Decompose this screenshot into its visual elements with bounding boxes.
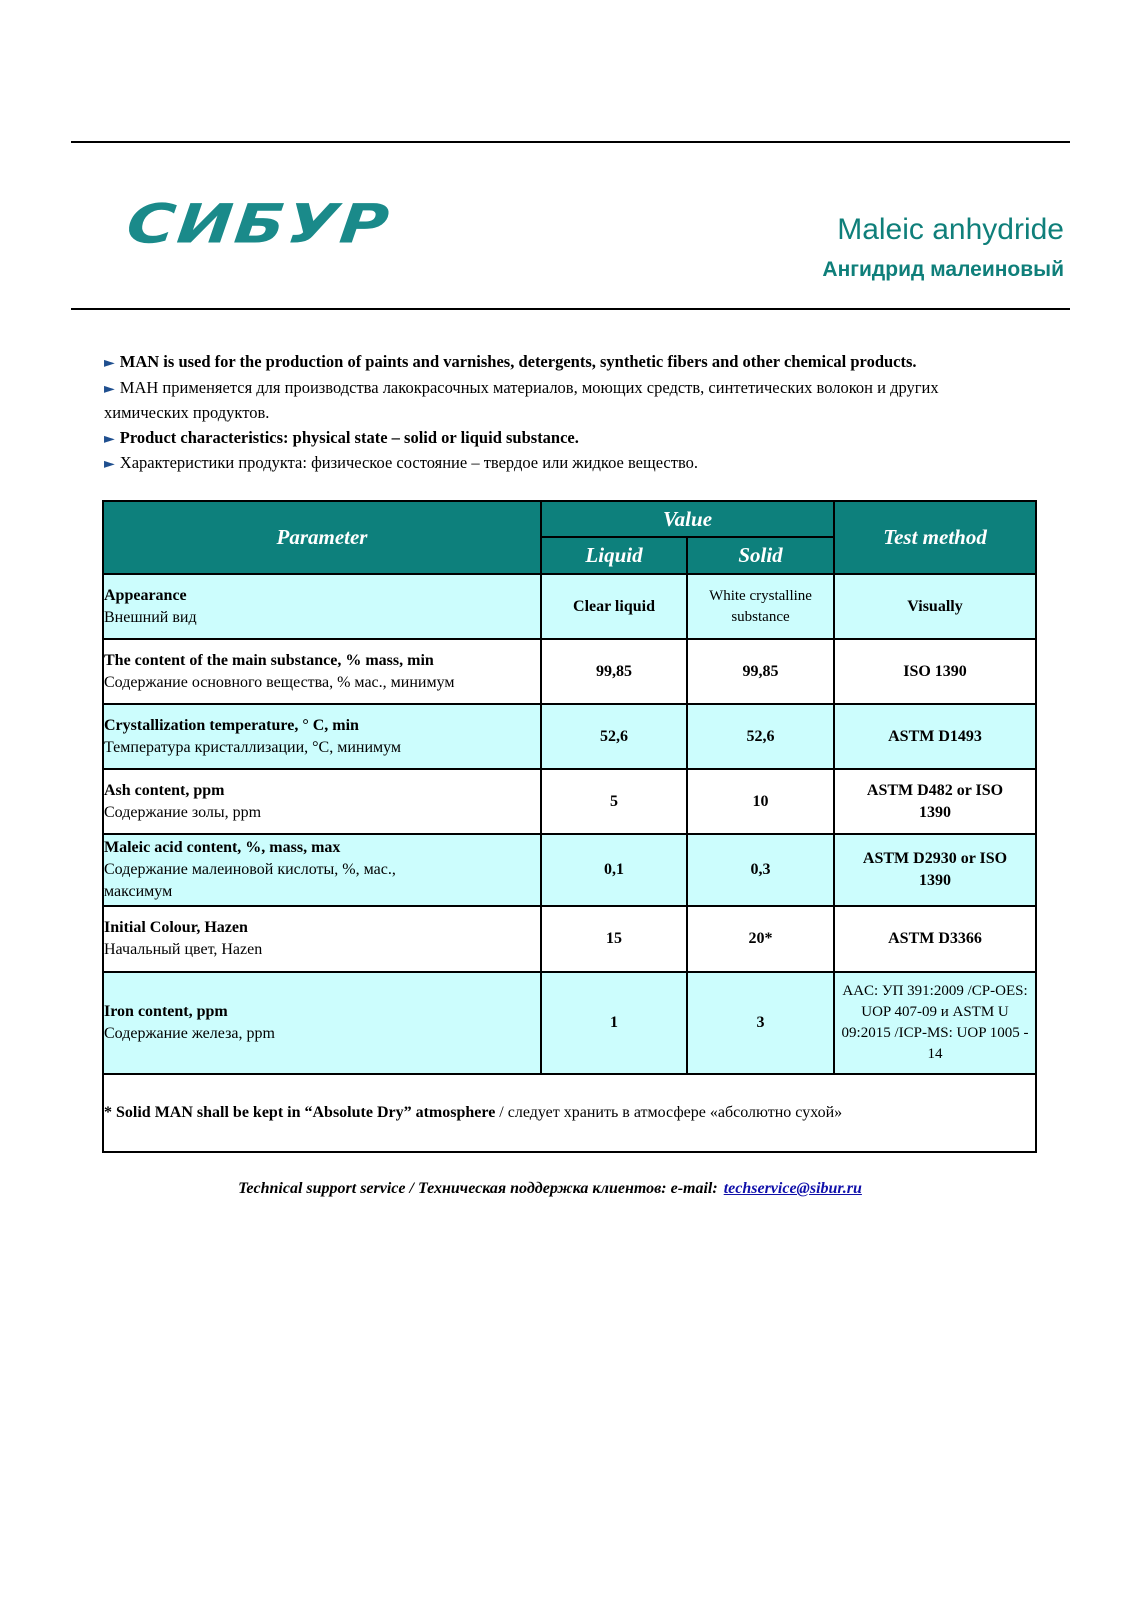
header-test-method: Test method (834, 501, 1036, 574)
liquid-value: 1 (541, 972, 687, 1074)
test-method-value: ASTM D2930 or ISO 1390 (834, 834, 1036, 906)
intro-line-ru-usage: ► МАН применяется для производства лакокрасочных материалов, моющих средств, синтетических волокон и других химических продуктов. (104, 377, 939, 422)
specification-table (102, 500, 1037, 1153)
intro-line-en-characteristics: ► Product characteristics: physical state – solid or liquid substance. (104, 427, 579, 447)
liquid-value: 52,6 (541, 704, 687, 769)
test-method-value: ASTM D482 or ISO 1390 (834, 769, 1036, 834)
footnote-bold: * Solid MAN shall be kept in “Absolute Dry” atmosphere (104, 1104, 496, 1121)
test-method-value: ASTM D1493 (834, 704, 1036, 769)
arrow-bullet-icon: ► (104, 355, 115, 371)
test-method-value: AAC: УП 391:2009 /CP-OES: UOP 407-09 и ASTM U 09:2015 /ICP-MS: UOP 1005 - 14 (834, 972, 1036, 1074)
parameter-cell: The content of the main substance, % mass, min Содержание основного вещества, % мас., минимум (103, 639, 541, 704)
liquid-value: Clear liquid (541, 574, 687, 639)
solid-value: 3 (687, 972, 834, 1074)
footnote-cell (103, 1074, 1036, 1152)
solid-value: 99,85 (687, 639, 834, 704)
test-method-value: ASTM D3366 (834, 906, 1036, 972)
liquid-value: 0,1 (541, 834, 687, 906)
test-method-value: Visually (834, 574, 1036, 639)
footnote-rest: / следует хранить в атмосфере «абсолютно сухой» (499, 1104, 843, 1121)
test-method-value: ISO 1390 (834, 639, 1036, 704)
table-row (103, 972, 1036, 1074)
intro-line-en-usage: ► MAN is used for the production of paints and varnishes, detergents, synthetic fibers and other chemical products. (104, 352, 917, 371)
header-rule (71, 308, 1070, 310)
solid-value: White crystalline substance (687, 574, 834, 639)
arrow-bullet-icon: ► (104, 430, 115, 447)
table-row (103, 906, 1036, 972)
header-liquid: Liquid (541, 537, 687, 574)
parameter-cell: Crystallization temperature, ° C, min Температура кристаллизации, °С, минимум (103, 704, 541, 769)
support-email-link[interactable]: techservice@sibur.ru (723, 1180, 862, 1197)
top-rule (71, 141, 1070, 143)
product-title-en: Maleic anhydride (837, 213, 1064, 246)
header-parameter: Parameter (103, 501, 541, 574)
table-row (103, 574, 1036, 639)
arrow-bullet-icon: ► (104, 456, 115, 472)
header-solid: Solid (687, 537, 834, 574)
solid-value: 10 (687, 769, 834, 834)
footnote-row (103, 1074, 1036, 1152)
table-row (103, 704, 1036, 769)
arrow-bullet-icon: ► (104, 380, 115, 397)
parameter-cell: Iron content, ppm Содержание железа, ppm (103, 972, 541, 1074)
parameter-cell: Maleic acid content, %, mass, max Содержание малеиновой кислоты, %, мас., максимум (103, 834, 541, 906)
header-value: Value (541, 501, 834, 537)
table-header-row (103, 501, 1036, 537)
support-label: Technical support service / Техническая поддержка клиентов: e-mail: (238, 1180, 718, 1197)
parameter-cell: Ash content, ppm Содержание золы, ppm (103, 769, 541, 834)
parameter-cell: Appearance Внешний вид (103, 574, 541, 639)
solid-value: 52,6 (687, 704, 834, 769)
liquid-value: 15 (541, 906, 687, 972)
sibur-logo: СИБУР (123, 192, 394, 256)
table-row (103, 834, 1036, 906)
intro-text (104, 350, 1074, 477)
liquid-value: 99,85 (541, 639, 687, 704)
solid-value: 20* (687, 906, 834, 972)
solid-value: 0,3 (687, 834, 834, 906)
liquid-value: 5 (541, 769, 687, 834)
table-row (103, 639, 1036, 704)
support-line (0, 1180, 1100, 1198)
intro-line-ru-characteristics: ► Характеристики продукта: физическое состояние – твердое или жидкое вещество. (104, 453, 699, 472)
product-title-ru: Ангидрид малеиновый (822, 258, 1064, 281)
table-row (103, 769, 1036, 834)
parameter-cell: Initial Colour, Hazen Начальный цвет, Hazen (103, 906, 541, 972)
